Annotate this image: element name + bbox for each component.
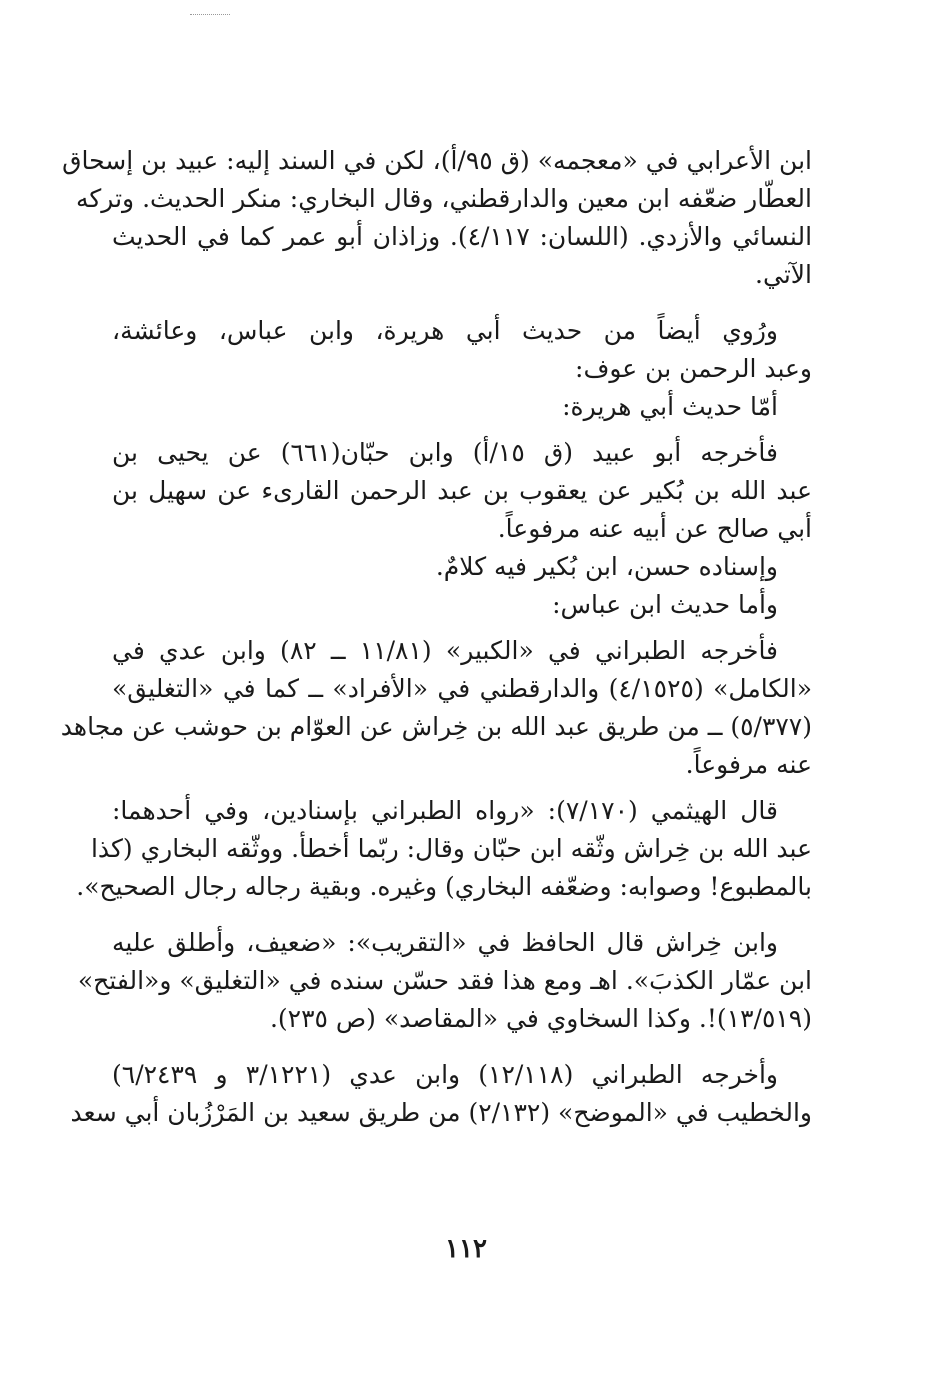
text-line: قال الهيثمي (٧/١٧٠): «رواه الطبراني بإسنادين، وفي أحدهما: [112, 796, 778, 825]
text-line: وعبد الرحمن بن عوف: [575, 354, 812, 383]
text-line: عبد الله بن خِراش وثّقه ابن حبّان وقال: ربّما أخطأ. ووثّقه البخاري (كذا [90, 834, 812, 863]
paragraph-9 [77, 924, 812, 1038]
text-line: ابن الأعرابي في «معجمه» (ق ٩٥/أ)، لكن في السند إليه: عبيد بن إسحاق [62, 146, 812, 175]
paragraph-7 [60, 632, 812, 784]
text-line: فأخرجه أبو عبيد (ق ١٥/أ) وابن حبّان(٦٦١) عن يحيى بن [112, 438, 778, 467]
text-line: وإسناده حسن، ابن بُكير فيه كلامٌ. [435, 552, 778, 581]
text-line: فأخرجه الطبراني في «الكبير» (١١/٨١ ــ ٨٢) وابن عدي في [112, 636, 779, 665]
text-line: العطّار ضعّفه ابن معين والدارقطني، وقال البخاري: منكر الحديث. وتركه [76, 184, 812, 213]
text-line: أبي صالح عن أبيه عنه مرفوعاً. [497, 514, 812, 543]
text-line: عنه مرفوعاً. [685, 750, 812, 779]
text-line: والخطيب في «الموضح» (٢/١٣٢) من طريق سعيد بن المَرْزُبان أبي سعد [70, 1098, 812, 1127]
main-text [60, 142, 813, 1132]
text-line: وأخرجه الطبراني (١٢/١١٨) وابن عدي (٣/١٢٢١ و ٦/٢٤٣٩) [112, 1060, 778, 1089]
text-line: ابن عمّار الكذبَ». اهـ ومع هذا فقد حسّن سنده في «التغليق» و«الفتح» [77, 966, 812, 995]
paragraph-8 [76, 792, 812, 906]
text-line: وابن خِراش قال الحافظ في «التقريب»: «ضعيف، وأطلق عليه [112, 928, 778, 957]
paragraph-6 [112, 586, 812, 624]
text-line: (٥/٣٧٧) ــ من طريق عبد الله بن خِراش عن العوّام بن حوشب عن مجاهد [60, 712, 812, 741]
section-heading: أمّا حديث أبي هريرة: [562, 392, 778, 421]
text-line: النسائي والأزدي. (اللسان: ٤/١١٧). وزاذان أبو عمر كما في الحديث [112, 222, 813, 251]
paragraph-1 [62, 142, 813, 294]
text-line: بالمطبوع! وصوابه: وضعّفه البخاري) وغيره. وبقية رجاله رجال الصحيح». [76, 872, 812, 901]
scan-artifact [190, 14, 230, 19]
page-number: ١١٢ [445, 1234, 487, 1264]
paragraph-3 [112, 388, 812, 426]
text-line: «الكامل» (٤/١٥٢٥) والدارقطني في «الأفراد» ــ كما في «التغليق» [112, 674, 812, 703]
paragraph-4 [112, 434, 812, 548]
paragraph-2 [112, 312, 812, 388]
paragraph-10 [70, 1056, 812, 1132]
text-line: الآتي. [755, 260, 812, 289]
paragraph-5 [112, 548, 812, 586]
section-heading: وأما حديث ابن عباس: [552, 590, 778, 619]
text-line: ورُوي أيضاً من حديث أبي هريرة، وابن عباس، وعائشة، [112, 316, 778, 345]
text-line: عبد الله بن بُكير عن يعقوب بن عبد الرحمن القارىء عن سهيل بن [112, 476, 812, 505]
text-line: (١٣/٥١٩)!. وكذا السخاوي في «المقاصد» (ص ٢٣٥). [269, 1004, 812, 1033]
